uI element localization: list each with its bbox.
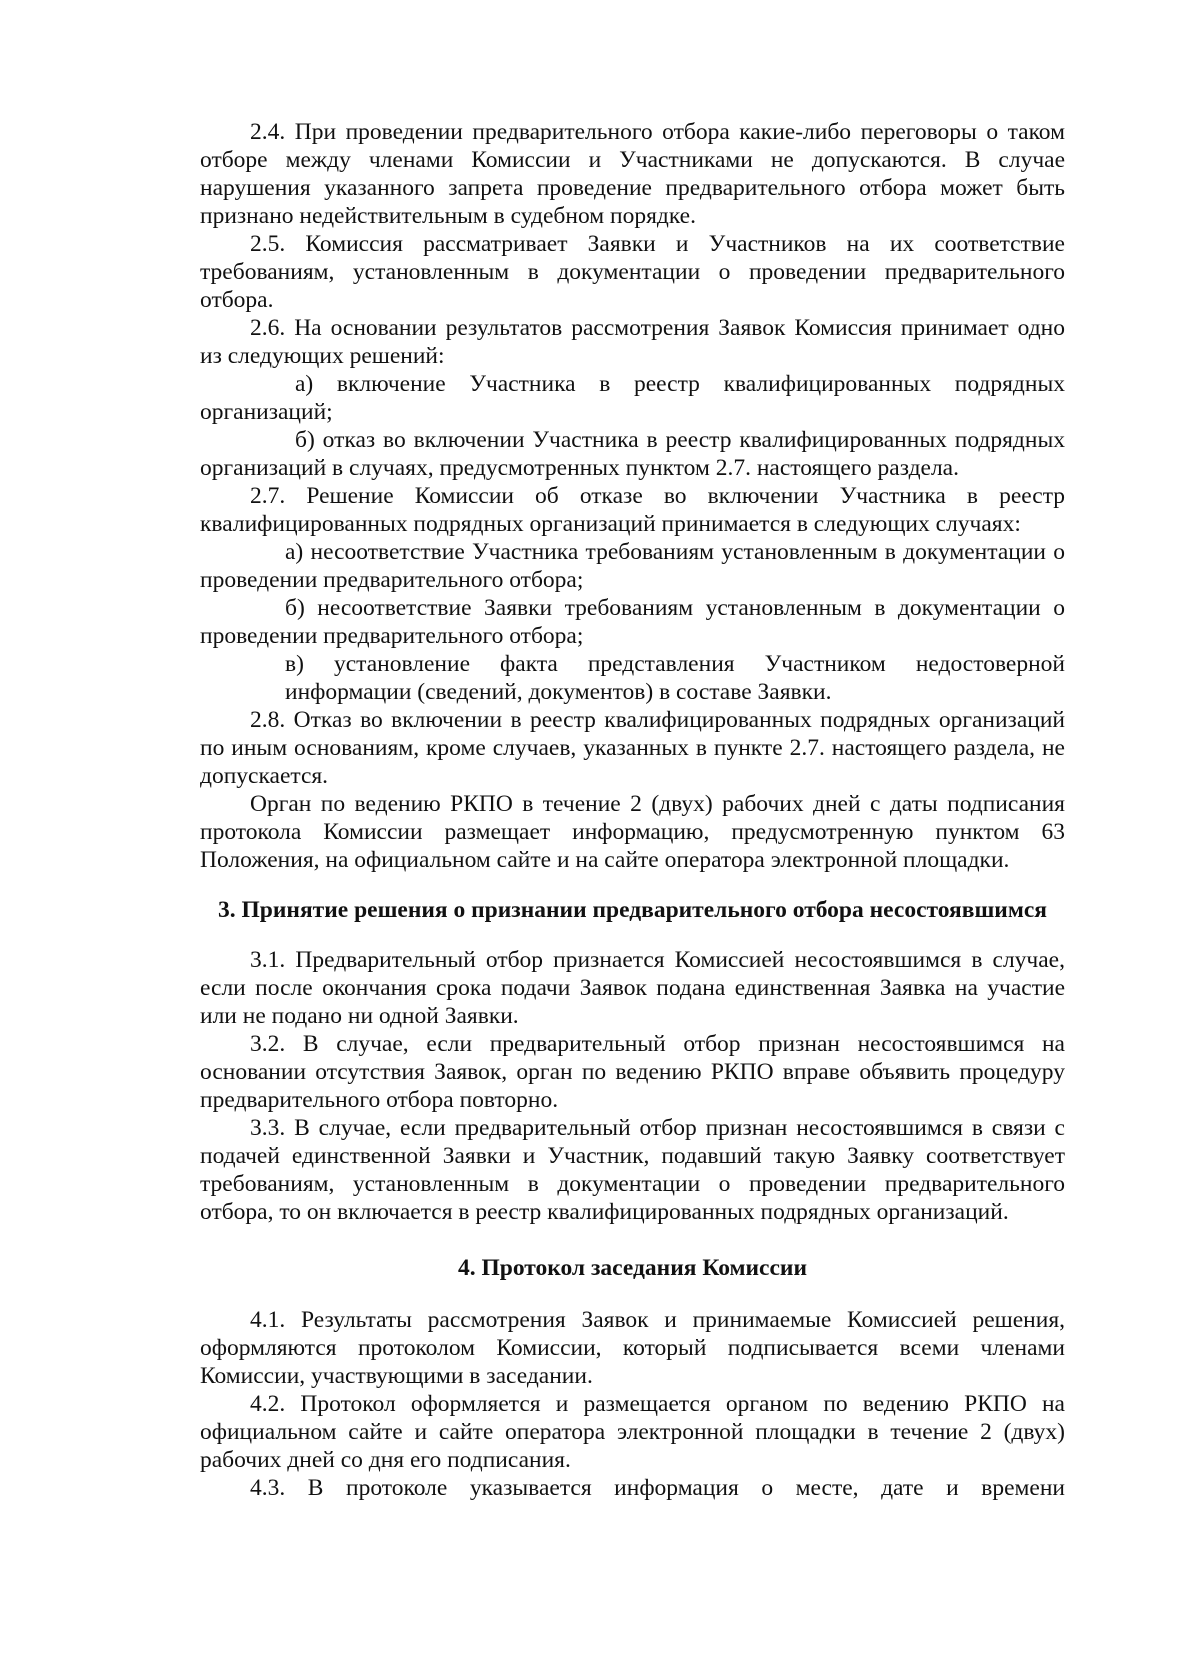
paragraph-2-4: 2.4. При проведении предварительного отбора какие-либо переговоры о таком отборе между членами Комиссии и Участниками не допускаются. В случае нарушения указанного запрета проведение предварительного отбора может быть признано недействительным в судебном порядке. bbox=[200, 119, 1065, 229]
paragraph-2-6-b: б) отказ во включении Участника в реестр квалифицированных подрядных организаций в случаях, предусмотренных пунктом 2.7. настоящего раздела. bbox=[200, 427, 1065, 481]
paragraph-3-2: 3.2. В случае, если предварительный отбор признан несостоявшимся на основании отсутствия Заявок, орган по ведению РКПО вправе объявить процедуру предварительного отбора повторно. bbox=[200, 1031, 1065, 1113]
paragraph-2-5: 2.5. Комиссия рассматривает Заявки и Участников на их соответствие требованиям, установленным в документации о проведении предварительного отбора. bbox=[200, 231, 1065, 313]
paragraph-rkpo-publication: Орган по ведению РКПО в течение 2 (двух) рабочих дней с даты подписания протокола Комиссии размещает информацию, предусмотренную пунктом 63 Положения, на официальном сайте и на сайте оператора электронной площадки. bbox=[200, 791, 1065, 873]
paragraph-2-7: 2.7. Решение Комиссии об отказе во включении Участника в реестр квалифицированных подрядных организаций принимается в следующих случаях: bbox=[200, 483, 1065, 537]
paragraph-4-3: 4.3. В протоколе указывается информация о месте, дате и времени bbox=[250, 1475, 1065, 1501]
section-4-heading: 4. Протокол заседания Комиссии bbox=[457, 1255, 807, 1281]
section-3-heading: 3. Принятие решения о признании предварительного отбора несостоявшимся bbox=[218, 897, 1047, 923]
paragraph-2-6: 2.6. На основании результатов рассмотрения Заявок Комиссия принимает одно из следующих решений: bbox=[200, 315, 1065, 369]
paragraph-2-8: 2.8. Отказ во включении в реестр квалифицированных подрядных организаций по иным основаниям, кроме случаев, указанных в пункте 2.7. настоящего раздела, не допускается. bbox=[200, 707, 1065, 789]
paragraph-2-7-b: б) несоответствие Заявки требованиям установленным в документации о проведении предварительного отбора; bbox=[200, 595, 1065, 649]
paragraph-2-7-a: а) несоответствие Участника требованиям установленным в документации о проведении предварительного отбора; bbox=[200, 539, 1065, 593]
paragraph-4-1: 4.1. Результаты рассмотрения Заявок и принимаемые Комиссией решения, оформляются протоколом Комиссии, который подписывается всеми членами Комиссии, участвующими в заседании. bbox=[200, 1307, 1065, 1389]
paragraph-3-1: 3.1. Предварительный отбор признается Комиссией несостоявшимся в случае, если после окончания срока подачи Заявок подана единственная Заявка на участие или не подано ни одной Заявки. bbox=[200, 947, 1065, 1029]
paragraph-2-7-v: в) установление факта представления Участником недостоверной информации (сведений, документов) в составе Заявки. bbox=[285, 651, 1065, 705]
document-body bbox=[200, 118, 1065, 1502]
paragraph-4-2: 4.2. Протокол оформляется и размещается органом по ведению РКПО на официальном сайте и сайте оператора электронной площадки в течение 2 (двух) рабочих дней со дня его подписания. bbox=[200, 1391, 1065, 1473]
paragraph-3-3: 3.3. В случае, если предварительный отбор признан несостоявшимся в связи с подачей единственной Заявки и Участник, подавший такую Заявку соответствует требованиям, установленным в документации о проведении предварительного отбора, то он включается в реестр квалифицированных подрядных организаций. bbox=[200, 1115, 1065, 1225]
paragraph-2-6-a: а) включение Участника в реестр квалифицированных подрядных организаций; bbox=[200, 371, 1065, 425]
